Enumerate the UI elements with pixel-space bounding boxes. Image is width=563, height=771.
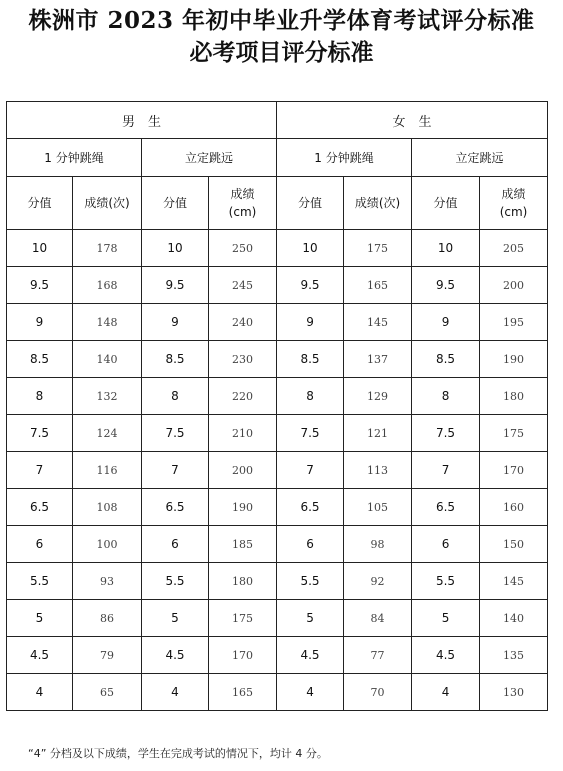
result-cell: 140 <box>73 341 142 378</box>
result-cell: 190 <box>209 489 277 526</box>
column-header-label: 成绩 <box>501 187 526 201</box>
table-row <box>7 452 548 489</box>
table-row <box>7 304 548 341</box>
score-point-cell: 9.5 <box>277 267 344 304</box>
column-header-unit: (cm) <box>499 205 528 219</box>
score-point-cell: 7 <box>277 452 344 489</box>
result-cell: 77 <box>344 637 412 674</box>
score-point-cell: 9 <box>412 304 480 341</box>
column-header <box>344 177 412 230</box>
result-cell: 135 <box>480 637 548 674</box>
event-header-female-rope: 1 分钟跳绳 <box>277 139 412 177</box>
result-cell: 105 <box>344 489 412 526</box>
score-point-cell: 6 <box>7 526 73 563</box>
result-cell: 195 <box>480 304 548 341</box>
score-point-cell: 10 <box>142 230 209 267</box>
result-cell: 140 <box>480 600 548 637</box>
score-point-cell: 6.5 <box>412 489 480 526</box>
table-row <box>7 489 548 526</box>
table-row <box>7 674 548 711</box>
column-header <box>73 177 142 230</box>
score-point-cell: 5.5 <box>277 563 344 600</box>
result-cell: 160 <box>480 489 548 526</box>
result-cell: 124 <box>73 415 142 452</box>
score-point-cell: 4.5 <box>412 637 480 674</box>
result-cell: 175 <box>480 415 548 452</box>
result-cell: 180 <box>480 378 548 415</box>
score-point-cell: 4.5 <box>7 637 73 674</box>
scoring-table <box>6 101 548 711</box>
score-point-cell: 9.5 <box>7 267 73 304</box>
result-cell: 145 <box>480 563 548 600</box>
document-title: 株洲市 2023 年初中毕业升学体育考试评分标准 <box>28 7 535 34</box>
score-point-cell: 6 <box>412 526 480 563</box>
table-row <box>7 341 548 378</box>
result-cell: 168 <box>73 267 142 304</box>
result-cell: 79 <box>73 637 142 674</box>
result-cell: 108 <box>73 489 142 526</box>
footnote: “4” 分档及以下成绩，学生在完成考试的情况下，均计 4 分。 <box>28 747 328 760</box>
score-point-cell: 7.5 <box>142 415 209 452</box>
event-header-female-jump: 立定跳远 <box>412 139 548 177</box>
column-header-unit: (cm) <box>228 205 257 219</box>
column-header-row <box>7 177 548 230</box>
result-cell: 130 <box>480 674 548 711</box>
table-row <box>7 563 548 600</box>
column-header-label: 分值 <box>162 196 187 210</box>
table-row <box>7 267 548 304</box>
table-row <box>7 230 548 267</box>
result-cell: 170 <box>480 452 548 489</box>
score-point-cell: 6.5 <box>142 489 209 526</box>
score-point-cell: 8 <box>277 378 344 415</box>
column-header <box>7 177 73 230</box>
result-cell: 70 <box>344 674 412 711</box>
result-cell: 185 <box>209 526 277 563</box>
result-cell: 116 <box>73 452 142 489</box>
result-cell: 65 <box>73 674 142 711</box>
result-cell: 210 <box>209 415 277 452</box>
score-point-cell: 7 <box>412 452 480 489</box>
score-point-cell: 7 <box>142 452 209 489</box>
table-row <box>7 415 548 452</box>
result-cell: 121 <box>344 415 412 452</box>
score-point-cell: 8.5 <box>412 341 480 378</box>
column-header-label: 成绩 <box>230 187 255 201</box>
score-point-cell: 5.5 <box>412 563 480 600</box>
result-cell: 132 <box>73 378 142 415</box>
result-cell: 245 <box>209 267 277 304</box>
column-header-label: 分值 <box>27 196 52 210</box>
result-cell: 175 <box>344 230 412 267</box>
result-cell: 180 <box>209 563 277 600</box>
result-cell: 100 <box>73 526 142 563</box>
score-point-cell: 8 <box>142 378 209 415</box>
score-point-cell: 7 <box>7 452 73 489</box>
column-header <box>480 177 548 230</box>
score-point-cell: 4.5 <box>277 637 344 674</box>
score-point-cell: 8.5 <box>142 341 209 378</box>
score-point-cell: 7.5 <box>412 415 480 452</box>
result-cell: 93 <box>73 563 142 600</box>
score-point-cell: 8 <box>412 378 480 415</box>
column-header-label: 成绩(次) <box>84 196 130 210</box>
score-point-cell: 10 <box>7 230 73 267</box>
score-point-cell: 4 <box>277 674 344 711</box>
event-header-male-rope: 1 分钟跳绳 <box>7 139 142 177</box>
column-header <box>209 177 277 230</box>
score-point-cell: 5 <box>7 600 73 637</box>
result-cell: 190 <box>480 341 548 378</box>
score-point-cell: 5.5 <box>142 563 209 600</box>
score-point-cell: 5 <box>277 600 344 637</box>
result-cell: 220 <box>209 378 277 415</box>
result-cell: 250 <box>209 230 277 267</box>
result-cell: 170 <box>209 637 277 674</box>
document-subtitle: 必考项目评分标准 <box>189 39 374 66</box>
result-cell: 86 <box>73 600 142 637</box>
result-cell: 98 <box>344 526 412 563</box>
score-point-cell: 9 <box>142 304 209 341</box>
result-cell: 113 <box>344 452 412 489</box>
gender-header-row <box>7 102 548 139</box>
result-cell: 178 <box>73 230 142 267</box>
result-cell: 84 <box>344 600 412 637</box>
score-point-cell: 7.5 <box>277 415 344 452</box>
column-header-label: 分值 <box>298 196 323 210</box>
score-point-cell: 8.5 <box>277 341 344 378</box>
score-point-cell: 4 <box>412 674 480 711</box>
result-cell: 205 <box>480 230 548 267</box>
score-point-cell: 4.5 <box>142 637 209 674</box>
score-point-cell: 4 <box>142 674 209 711</box>
gender-header-male: 男 生 <box>7 102 277 139</box>
column-header <box>142 177 209 230</box>
scoring-table-body <box>7 230 548 711</box>
result-cell: 200 <box>480 267 548 304</box>
result-cell: 145 <box>344 304 412 341</box>
table-row <box>7 526 548 563</box>
result-cell: 150 <box>480 526 548 563</box>
score-point-cell: 8.5 <box>7 341 73 378</box>
score-point-cell: 9 <box>7 304 73 341</box>
event-header-row <box>7 139 548 177</box>
score-point-cell: 5.5 <box>7 563 73 600</box>
score-point-cell: 6.5 <box>7 489 73 526</box>
score-point-cell: 9.5 <box>142 267 209 304</box>
score-point-cell: 4 <box>7 674 73 711</box>
gender-header-female: 女 生 <box>277 102 548 139</box>
score-point-cell: 6.5 <box>277 489 344 526</box>
column-header <box>412 177 480 230</box>
score-point-cell: 5 <box>142 600 209 637</box>
score-point-cell: 10 <box>412 230 480 267</box>
score-point-cell: 9.5 <box>412 267 480 304</box>
column-header-label: 成绩(次) <box>354 196 401 210</box>
score-point-cell: 9 <box>277 304 344 341</box>
table-row <box>7 600 548 637</box>
result-cell: 129 <box>344 378 412 415</box>
result-cell: 165 <box>209 674 277 711</box>
score-point-cell: 10 <box>277 230 344 267</box>
result-cell: 92 <box>344 563 412 600</box>
event-header-male-jump: 立定跳远 <box>142 139 277 177</box>
result-cell: 230 <box>209 341 277 378</box>
table-row <box>7 637 548 674</box>
result-cell: 137 <box>344 341 412 378</box>
table-row <box>7 378 548 415</box>
result-cell: 165 <box>344 267 412 304</box>
score-point-cell: 6 <box>277 526 344 563</box>
score-point-cell: 7.5 <box>7 415 73 452</box>
result-cell: 175 <box>209 600 277 637</box>
score-point-cell: 8 <box>7 378 73 415</box>
column-header-label: 分值 <box>433 196 458 210</box>
column-header <box>277 177 344 230</box>
result-cell: 240 <box>209 304 277 341</box>
score-point-cell: 5 <box>412 600 480 637</box>
score-point-cell: 6 <box>142 526 209 563</box>
result-cell: 200 <box>209 452 277 489</box>
result-cell: 148 <box>73 304 142 341</box>
